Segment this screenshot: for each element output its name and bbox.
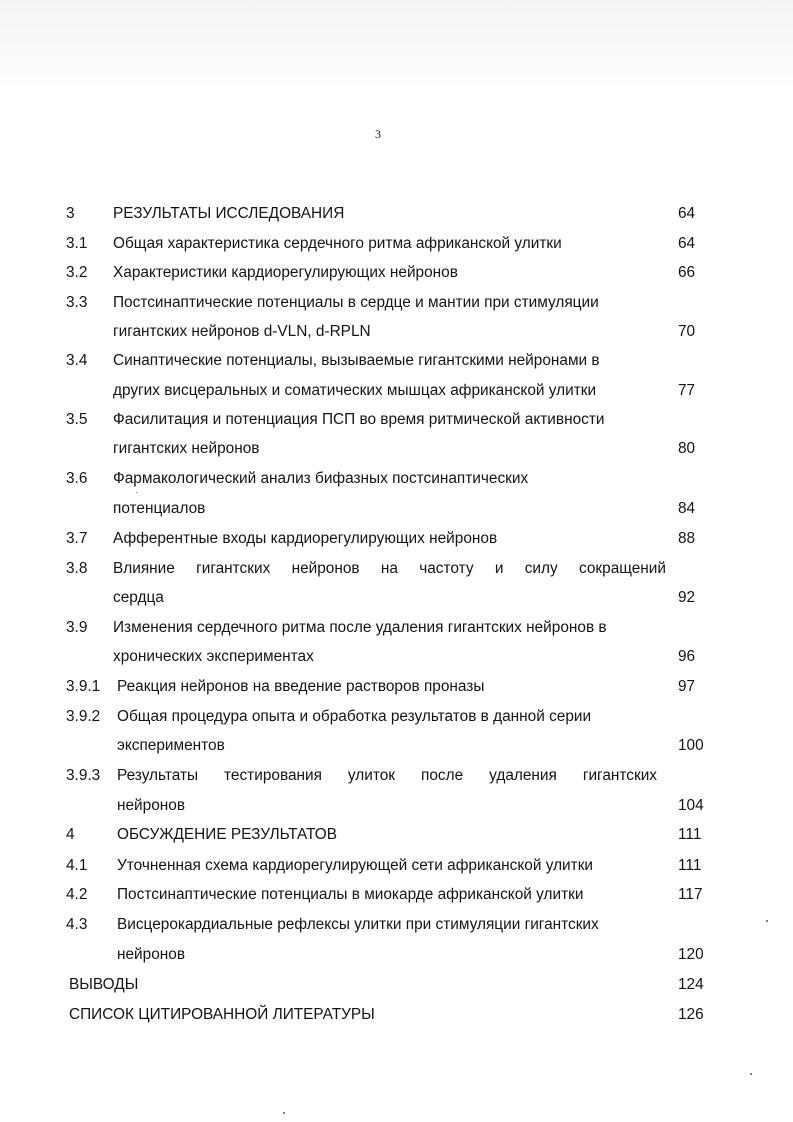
toc-number: 3.9 [66,619,88,636]
toc-title-continued: хронических экспериментах [113,648,314,665]
toc-page: 117 [678,886,703,903]
toc-number: 3.7 [66,530,88,547]
toc-number: 3.4 [66,352,88,369]
toc-title: РЕЗУЛЬТАТЫ ИССЛЕДОВАНИЯ [113,205,345,222]
toc-title: Результаты тестирования улиток после удаления гигантских [117,767,657,784]
toc-page: 120 [678,946,704,963]
toc-page: 64 [678,205,696,222]
toc-title-continued: гигантских нейронов d-VLN, d-RPLN [113,323,371,340]
toc-title-continued: потенциалов [113,500,206,517]
toc-page: 70 [678,323,696,340]
toc-title-continued: нейронов [117,797,186,814]
toc-title-continued: нейронов [117,946,186,963]
toc-page: 96 [678,648,696,665]
toc-page: 66 [678,264,696,281]
toc-number: 4.1 [66,857,88,874]
toc-page: 88 [678,530,696,547]
toc-page: 104 [678,797,704,814]
toc-page: 80 [678,440,696,457]
toc-number: 4 [66,826,75,843]
toc-title: Уточненная схема кардиорегулирующей сети африканской улитки [117,857,594,874]
toc-page: 124 [678,976,704,993]
toc-number: 3.3 [66,294,88,311]
toc-number: 4.3 [66,916,88,933]
scan-speck [750,1073,752,1075]
toc-page: 77 [678,382,696,399]
toc-page: 64 [678,235,696,252]
toc-number: 3.9.2 [66,708,101,725]
toc-title: Синаптические потенциалы, вызываемые гигантскими нейронами в [113,352,600,369]
toc-title: Изменения сердечного ритма после удаления гигантских нейронов в [113,619,607,636]
toc-number: 3.5 [66,411,88,428]
toc-number: 3.2 [66,264,88,281]
toc-number: 4.2 [66,886,88,903]
toc-title: ВЫВОДЫ [69,976,139,993]
toc-title: Афферентные входы кардиорегулирующих нейронов [113,530,498,547]
toc-title: Висцерокардиальные рефлексы улитки при стимуляции гигантских [117,916,599,933]
toc-number: 3.1 [66,235,88,252]
page-number: 3 [375,127,381,141]
toc-page: 100 [678,737,704,754]
toc-page: 84 [678,500,696,517]
scan-speck [136,492,137,493]
toc-title-continued: других висцеральных и соматических мышцах африканской улитки [113,382,597,399]
toc-number: 3.9.1 [66,678,101,695]
toc-title: Характеристики кардиорегулирующих нейронов [113,264,458,281]
toc-title: СПИСОК ЦИТИРОВАННОЙ ЛИТЕРАТУРЫ [69,1006,375,1023]
toc-title: Фасилитация и потенциация ПСП во время ритмической активности [113,411,605,428]
toc-title: Общая характеристика сердечного ритма африканской улитки [113,235,562,252]
toc-title: Фармакологический анализ бифазных постсинаптических [113,470,529,487]
toc-number: 3.6 [66,470,88,487]
scan-speck [766,920,768,922]
toc-number: 3.9.3 [66,767,101,784]
toc-title: Постсинаптические потенциалы в миокарде африканской улитки [117,886,584,903]
toc-page: 111 [678,857,702,874]
toc-page: 111 [678,826,702,843]
toc-title: Реакция нейронов на введение растворов проназы [117,678,485,695]
toc-page: 97 [678,678,696,695]
toc-page: 92 [678,589,696,606]
toc-title: ОБСУЖДЕНИЕ РЕЗУЛЬТАТОВ [117,826,338,843]
toc-title: Влияние гигантских нейронов на частоту и силу сокращений [113,560,666,577]
toc-title-continued: сердца [113,589,164,606]
toc-title-continued: экспериментов [117,737,225,754]
scan-speck [283,1112,285,1114]
toc-number: 3 [66,205,75,222]
toc-number: 3.8 [66,560,88,577]
toc-title: Общая процедура опыта и обработка результатов в данной серии [117,708,592,725]
toc-title: Постсинаптические потенциалы в сердце и мантии при стимуляции [113,294,599,311]
toc-page: 126 [678,1006,704,1023]
toc-title-continued: гигантских нейронов [113,440,260,457]
